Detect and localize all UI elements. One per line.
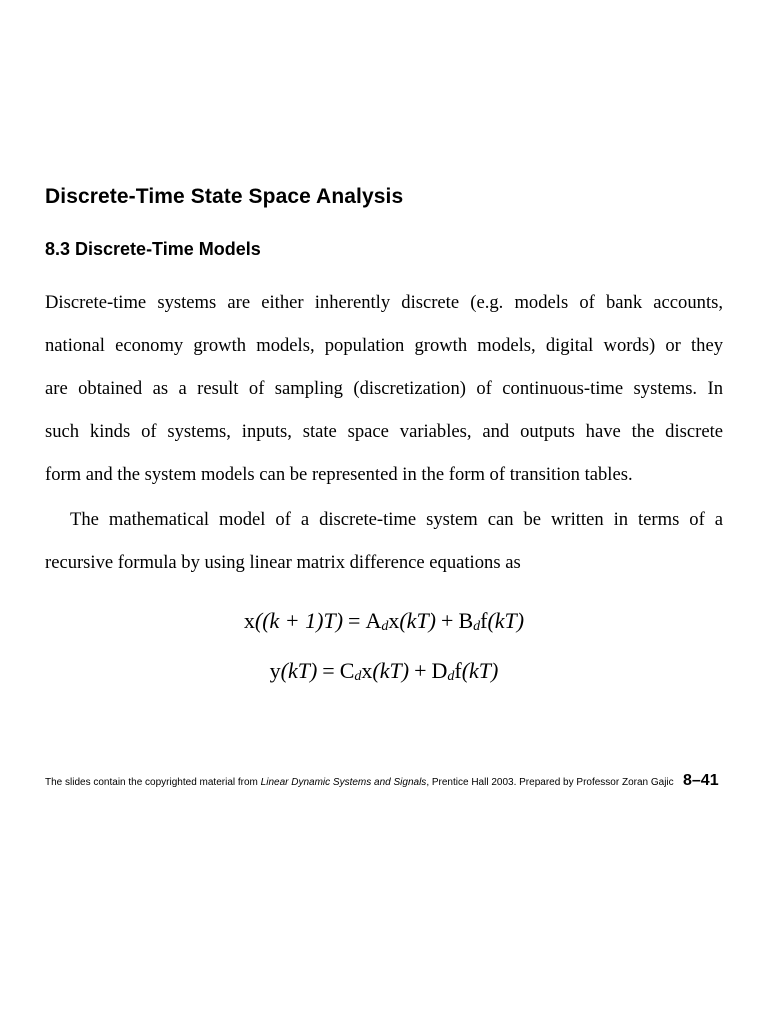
eq-argument: (kT) [372, 658, 410, 683]
paragraph-line: recursive formula by using linear matrix difference equations as [45, 552, 521, 573]
eq-subscript: d [381, 619, 389, 634]
paragraph-line: such kinds of systems, inputs, state space variables, and outputs have the discrete [45, 421, 723, 442]
footer-prefix: The slides contain the copyrighted material from [45, 777, 261, 788]
eq-argument: (kT) [399, 608, 437, 633]
eq-symbol: f [454, 658, 462, 683]
footer-suffix: , Prentice Hall 2003. Prepared by Professor Zoran Gajic [426, 777, 674, 788]
eq-argument: (kT) [280, 658, 318, 683]
eq-argument: (kT) [487, 608, 525, 633]
eq-argument: (kT) [461, 658, 499, 683]
copyright-footer [45, 777, 674, 788]
page-number: 8–41 [683, 772, 719, 789]
eq-symbol: f [480, 608, 488, 633]
eq-symbol: y [269, 658, 281, 683]
eq-symbol: x [361, 658, 373, 683]
eq-symbol: x [243, 608, 255, 633]
eq-operator: + [441, 608, 454, 633]
eq-subscript: d [473, 619, 481, 634]
eq-subscript: d [447, 669, 455, 684]
eq-symbol: C [339, 658, 355, 683]
eq-argument: ((k + 1)T) [254, 608, 344, 633]
paragraph-model [45, 498, 723, 584]
eq-subscript: d [354, 669, 362, 684]
paragraph-line: are obtained as a result of sampling (discretization) of continuous-time systems. In [45, 378, 723, 399]
eq-operator: = [322, 658, 335, 683]
eq-symbol: B [458, 608, 474, 633]
eq-operator: + [414, 658, 427, 683]
section-heading: 8.3 Discrete-Time Models [45, 239, 261, 259]
slide-title: Discrete-Time State Space Analysis [45, 185, 404, 208]
paragraph-intro [45, 281, 723, 496]
output-equation [0, 658, 768, 685]
eq-symbol: D [431, 658, 448, 683]
eq-operator: = [348, 608, 361, 633]
paragraph-line: national economy growth models, population growth models, digital words) or they [45, 335, 723, 356]
footer-book-title: Linear Dynamic Systems and Signals [260, 777, 427, 788]
paragraph-line: form and the system models can be represented in the form of transition tables. [45, 464, 633, 485]
paragraph-line: The mathematical model of a discrete-time system can be written in terms of a [70, 509, 723, 530]
eq-symbol: A [365, 608, 382, 633]
state-equation [0, 608, 768, 635]
paragraph-line: Discrete-time systems are either inherently discrete (e.g. models of bank accounts, [45, 292, 723, 313]
eq-symbol: x [388, 608, 400, 633]
